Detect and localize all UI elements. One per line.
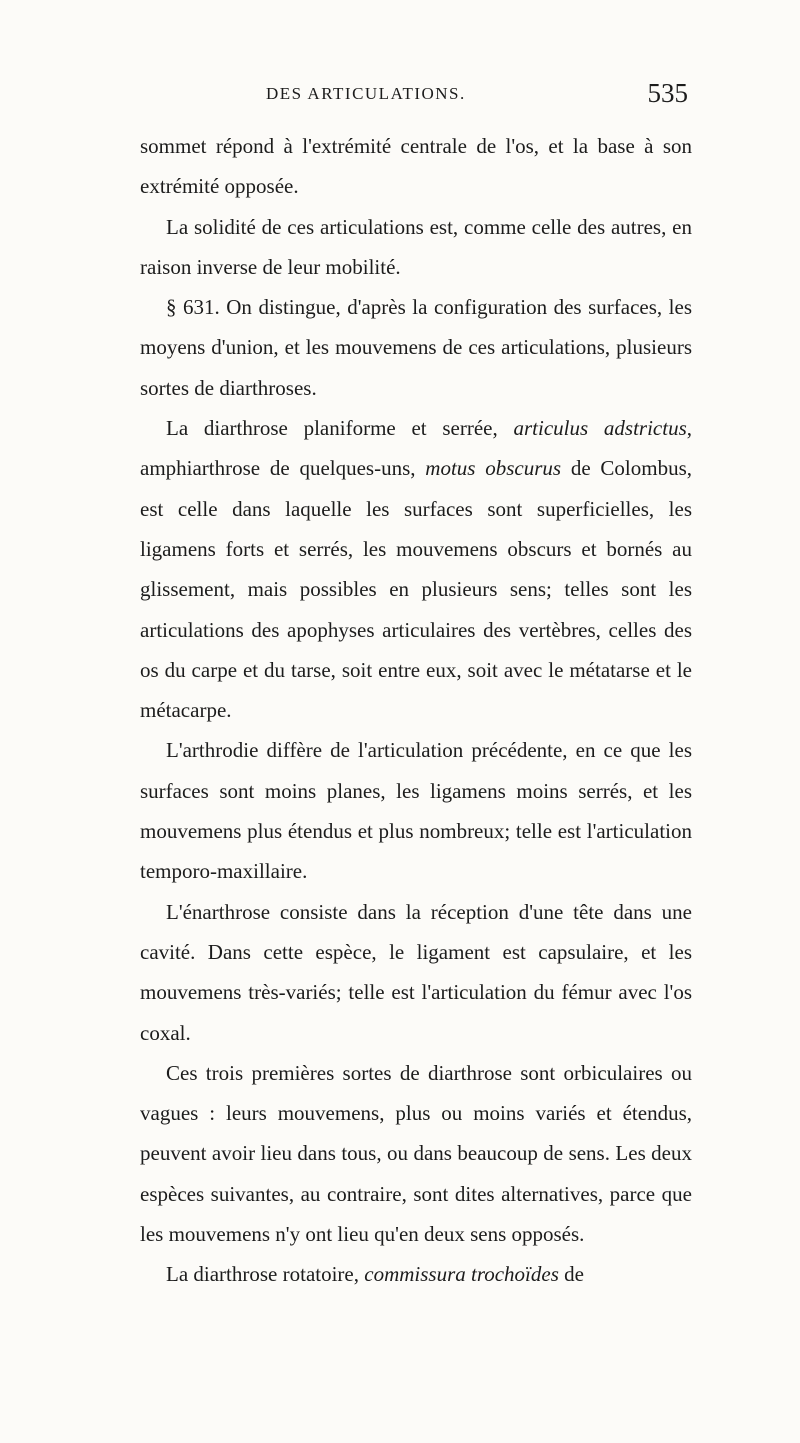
paragraph-4 xyxy=(140,408,692,730)
paragraph-8-text-a: La diarthrose rotatoire, xyxy=(166,1262,365,1287)
paragraph-2 xyxy=(140,207,692,288)
paragraph-4-text-a: La diarthrose planiforme et serrée, xyxy=(166,416,514,441)
paragraph-3-text: § 631. On distingue, d'après la configuration des surfaces, les moyens d'union, et les mouvemens de ces articulations, plusieurs sortes de diarthroses. xyxy=(140,295,692,400)
page-number: 535 xyxy=(647,78,688,108)
paragraph-3 xyxy=(140,287,692,408)
paragraph-4-text-b: , amphiarthrose de quelques-uns, xyxy=(140,416,693,481)
running-title: DES ARTICULATIONS. xyxy=(266,84,466,103)
page-header xyxy=(136,78,688,118)
paragraph-1-text: sommet répond à l'extrémité centrale de l'os, et la base à son extrémité opposée. xyxy=(140,134,692,199)
body-text xyxy=(140,126,692,1295)
paragraph-8 xyxy=(140,1254,692,1294)
paragraph-7-text: Ces trois premières sortes de diarthrose sont orbiculaires ou vagues : leurs mouvemens, plus ou moins variés et étendus, peuvent avoir lieu dans tous, ou dans beaucoup de sens. Les deux espèces suivantes, au contraire, sont dites alternatives, parce que les mouvemens n'y ont lieu qu'en deux sens opposés. xyxy=(140,1060,692,1247)
paragraph-5 xyxy=(140,730,692,891)
paragraph-7 xyxy=(140,1053,692,1254)
paragraph-1 xyxy=(140,126,692,207)
paragraph-2-text: La solidité de ces articulations est, comme celle des autres, en raison inverse de leur mobilité. xyxy=(140,214,692,279)
paragraph-6 xyxy=(140,892,692,1053)
paragraph-8-italic-a: commissura trochoïdes xyxy=(364,1262,559,1287)
paragraph-4-italic-b: motus obscurus xyxy=(425,456,562,481)
paragraph-4-text-c: de Colombus, est celle dans laquelle les surfaces sont superficielles, les ligamens forts et serrés, les mouvemens obscurs et bornés au glissement, mais possibles en plusieurs sens; telles sont les articulations des apophyses articulaires des vertèbres, celles des os du carpe et du tarse, soit entre eux, soit avec le métatarse et le métacarpe. xyxy=(140,456,693,723)
paragraph-8-text-b: de xyxy=(558,1262,584,1287)
paragraph-4-italic-a: articulus adstrictus xyxy=(513,416,687,441)
paragraph-6-text: L'énarthrose consiste dans la réception d'une tête dans une cavité. Dans cette espèce, le ligament est capsulaire, et les mouvemens très-variés; telle est l'articulation du fémur avec l'os coxal. xyxy=(140,899,692,1045)
paragraph-5-text: L'arthrodie diffère de l'articulation précédente, en ce que les surfaces sont moins planes, les ligamens moins serrés, et les mouvemens plus étendus et plus nombreux; telle est l'articulation temporo-maxillaire. xyxy=(140,738,692,884)
